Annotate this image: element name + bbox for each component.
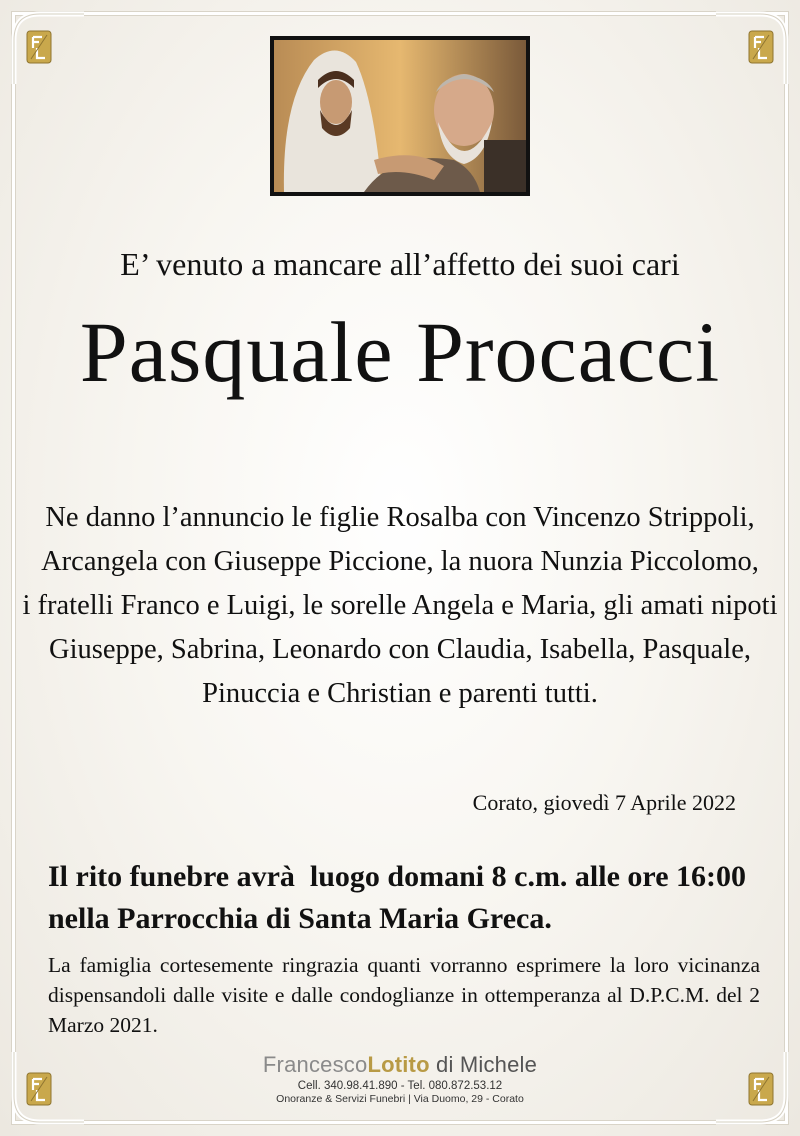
announcement-line: Arcangela con Giuseppe Piccione, la nuora Nunzia Piccolomo, <box>41 546 759 577</box>
memorial-photo <box>270 36 530 196</box>
announcement-line: i fratelli Franco e Luigi, le sorelle Angela e Maria, gli amati nipoti <box>22 590 778 621</box>
intro-line: E’ venuto a mancare all’affetto dei suoi cari <box>120 246 680 282</box>
contact-numbers: Cell. 340.98.41.890 - Tel. 080.872.53.12 <box>297 1080 503 1092</box>
announcement-line: Giuseppe, Sabrina, Leonardo con Claudia, Isabella, Pasquale, <box>49 634 751 665</box>
funeral-home-name <box>0 1052 800 1078</box>
rite-line: Il rito funebre avrà luogo domani 8 c.m. alle ore 16:00 <box>48 860 746 893</box>
announcement-text <box>20 496 780 716</box>
family-note: La famiglia cortesemente ringrazia quanti vorranno esprimere la loro vicinanza dispensandoli dalle visite e dalle condoglianze in ottemperanza al D.P.C.M. del 2 Marzo 2021. <box>48 953 760 1037</box>
funeral-rite-info <box>48 856 768 940</box>
brand-suffix: di Michele <box>429 1052 538 1077</box>
announcement-line: Pinuccia e Christian e parenti tutti. <box>202 678 598 709</box>
rite-line: nella Parrocchia di Santa Maria Greca. <box>48 902 552 935</box>
funeral-home-footer <box>0 1052 800 1105</box>
brand-surname: Lotito <box>367 1052 430 1077</box>
fl-monogram-icon <box>748 30 774 64</box>
fl-monogram-icon <box>26 30 52 64</box>
place-date: Corato, giovedì 7 Aprile 2022 <box>472 790 736 815</box>
jesus-padre-pio-image <box>274 40 526 192</box>
announcement-line: Ne danno l’annuncio le figlie Rosalba con Vincenzo Strippoli, <box>45 502 755 533</box>
brand-first-name: Francesco <box>262 1052 368 1077</box>
deceased-name: Pasquale Procacci <box>79 304 721 400</box>
address-line: Onoranze & Servizi Funebri | Via Duomo, 29 - Corato <box>276 1093 524 1105</box>
